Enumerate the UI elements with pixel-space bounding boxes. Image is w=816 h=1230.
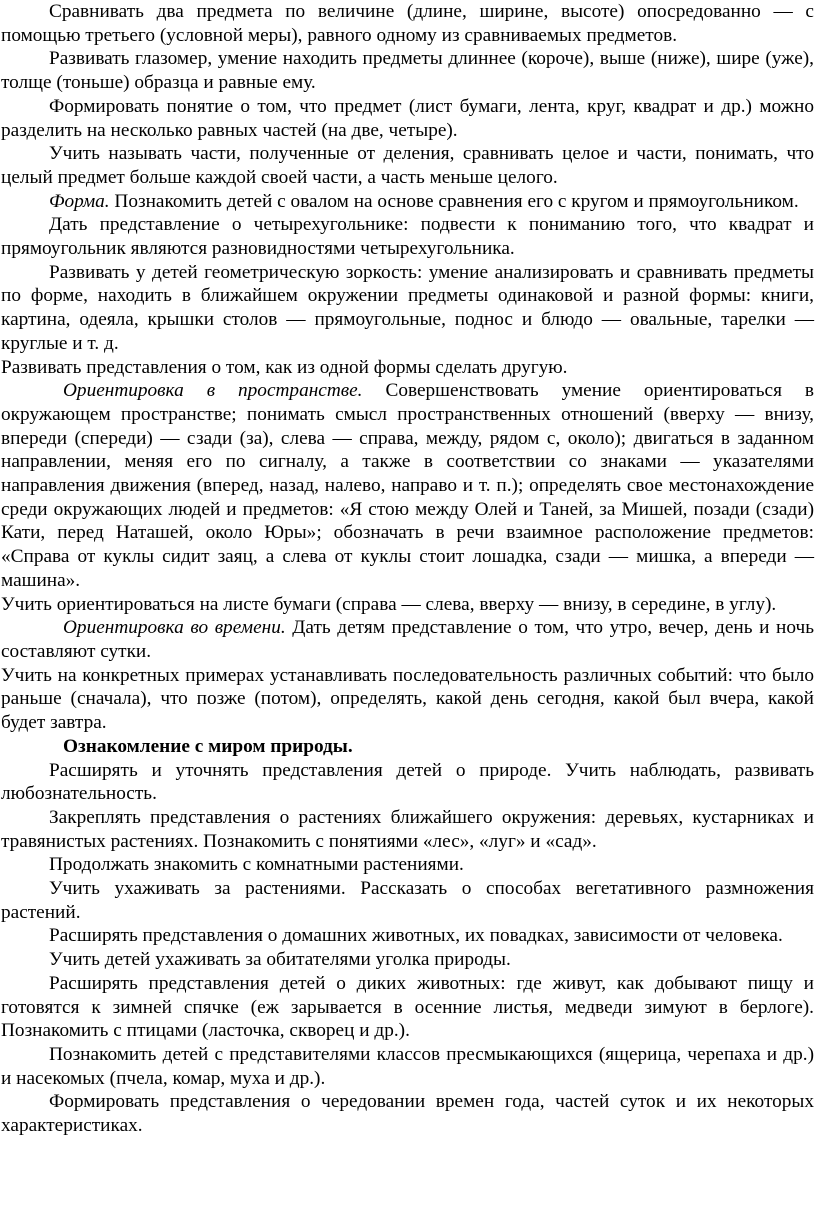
paragraph-equal-parts: Формировать понятие о том, что предмет (лист бумаги, лента, круг, квадрат и др.) можно разделить на несколько равных частей (на две, четыре). xyxy=(1,95,814,141)
paragraph-paper-orientation: Учить ориентироваться на листе бумаги (справа — слева, вверху — внизу, в середине, в углу). xyxy=(1,593,777,615)
shape-heading: Форма. xyxy=(49,190,110,212)
paragraph-event-sequence: Учить на конкретных примерах устанавливать последовательность различных событий: что было раньше (сначала), что позже (потом), определять, какой день сегодня, какой был вчера, какой будет завтра. xyxy=(1,664,814,734)
paragraph-house-plants: Продолжать знакомить с комнатными растениями. xyxy=(49,854,464,876)
paragraph-time-orientation: Ориентировка во времени. Дать детям представление о том, что утро, вечер, день и ночь составляют сутки. xyxy=(1,617,814,662)
paragraph-reptiles-insects: Познакомить детей с представителями классов пресмыкающихся (ящерица, черепаха и др.) и насекомых (пчела, комар, муха и др.). xyxy=(1,1043,814,1089)
paragraph-geometric-vigilance: Развивать у детей геометрическую зоркость: умение анализировать и сравнивать предметы по форме, находить в ближайшем окружении предметы одинаковой и разной формы: книги, картина, одеяла, крышки столов — прямоугольные, поднос и блюдо — овальные, тарелки — круглые и т. д. xyxy=(1,261,814,354)
paragraph-quadrilateral: Дать представление о четырехугольнике: подвести к пониманию того, что квадрат и прямоугольник являются разновидностями четырехугольника. xyxy=(1,214,814,260)
time-orientation-heading: Ориентировка во времени. xyxy=(63,617,286,639)
paragraph-eye-measure: Развивать глазомер, умение находить предметы длиннее (короче), выше (ниже), шире (уже), толще (тоньше) образца и равные ему. xyxy=(1,48,814,94)
section-heading-nature: Ознакомление с миром природы. xyxy=(63,735,353,757)
paragraph-wild-animals: Расширять представления детей о диких животных: где живут, как добывают пищу и готовятся к зимней спячке (еж зарывается в осенние листья, медведи зимуют в берлоге). Познакомить с птицами (ласточка, скворец и др.). xyxy=(1,972,814,1042)
paragraph-plants: Закреплять представления о растениях ближайшего окружения: деревьях, кустарниках и травянистых растениях. Познакомить с понятиями «лес», «луг» и «сад». xyxy=(1,806,814,852)
paragraph-plant-care: Учить ухаживать за растениями. Рассказать о способах вегетативного размножения растений. xyxy=(1,878,814,923)
paragraph-space-orientation: Ориентировка в пространстве. Совершенствовать умение ориентироваться в окружающем пространстве; понимать смысл пространственных отношений (вверху — внизу, впереди (спереди) — сзади (за), слева — справа, между, рядом с, около); двигаться в заданном направлении, меняя его по сигналу, а также в соответствии со знаками — указателями направления движения (вперед, назад, налево, направо и т. п.); определять свое местонахождение среди окружающих людей и предметов: «Я стою между Олей и Таней, за Мишей, позади (сзади) Кати, перед Наташей, около Юры»; обозначать в речи взаимное расположение предметов: «Справа от куклы сидит заяц, а слева от куклы стоит лошадка, сзади — мишка, а впереди — машина». xyxy=(1,380,815,591)
paragraph-nature-ideas: Расширять и уточнять представления детей о природе. Учить наблюдать, развивать любознательность. xyxy=(1,759,814,805)
paragraph-seasons: Формировать представления о чередовании времен года, частей суток и их некоторых характеристиках. xyxy=(1,1091,814,1137)
space-orientation-heading: Ориентировка в пространстве. xyxy=(63,380,363,402)
paragraph-naming-parts: Учить называть части, полученные от деления, сравнивать целое и части, понимать, что целый предмет больше каждой своей части, а часть меньше целого. xyxy=(1,143,814,188)
paragraph-domestic-animals: Расширять представления о домашних животных, их повадках, зависимости от человека. xyxy=(49,925,783,947)
paragraph-size-comparison: Сравнивать два предмета по величине (длине, ширине, высоте) опосредованно — с помощью третьего (условной меры), равного одному из сравниваемых предметов. xyxy=(1,1,814,46)
paragraph-shape-transform: Развивать представления о том, как из одной формы сделать другую. xyxy=(1,356,568,378)
paragraph-nature-corner: Учить детей ухаживать за обитателями уголка природы. xyxy=(49,949,511,971)
paragraph-shape: Форма. Познакомить детей с овалом на основе сравнения его с кругом и прямоугольником. xyxy=(49,190,799,212)
